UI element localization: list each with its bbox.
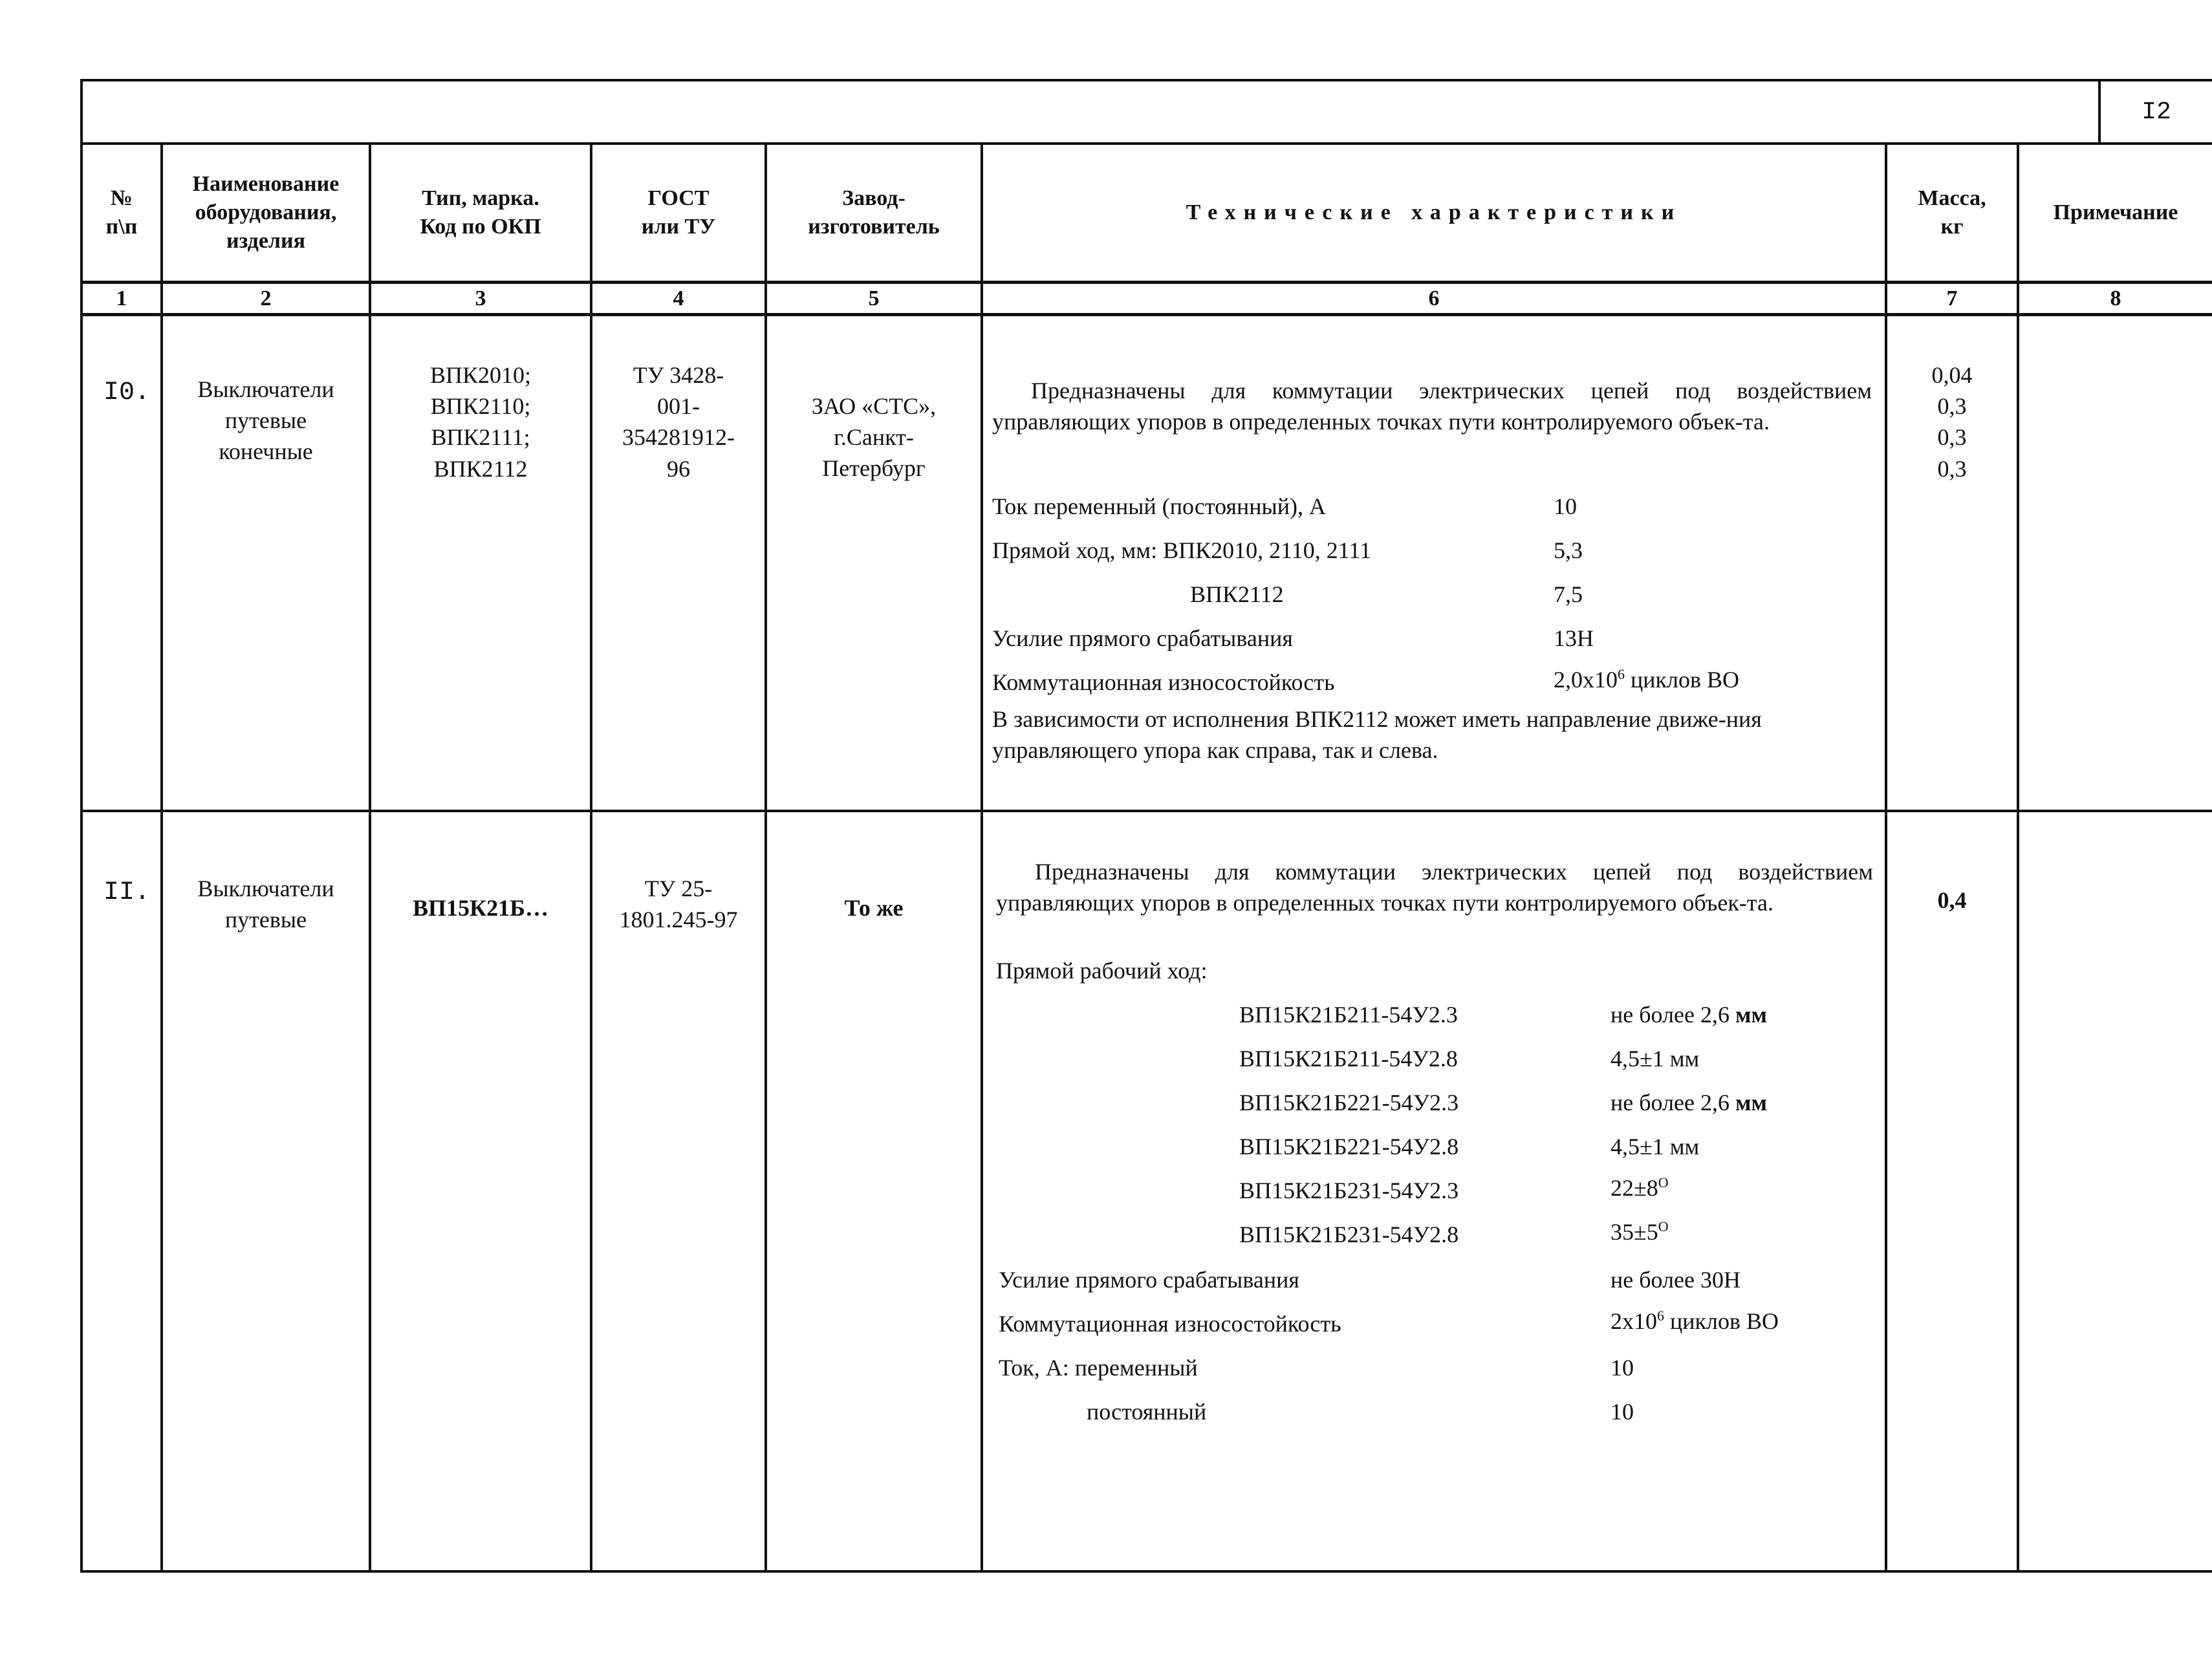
header-specs: Технические характеристики — [1186, 200, 1682, 224]
spec-label: Ток переменный (постоянный), А — [992, 493, 1326, 519]
model-label: ВП15К21Б231-54У2.8 — [1239, 1222, 1459, 1247]
col-number: 6 — [1428, 286, 1440, 310]
spec-label: Прямой ход, мм: ВПК2010, 2110, 2111 — [992, 537, 1372, 563]
equipment-type: ВП15К21Б… — [413, 895, 548, 921]
travel-value — [1610, 1001, 1767, 1028]
model-label: ВП15К21Б211-54У2.8 — [1239, 1046, 1458, 1072]
col-divider-3 — [590, 142, 592, 1573]
spec-value — [1610, 1308, 1779, 1335]
col-divider-5 — [981, 142, 983, 1573]
model-label: ВП15К21Б221-54У2.8 — [1239, 1134, 1459, 1159]
col-number: 3 — [475, 286, 486, 310]
col-divider-2 — [369, 142, 371, 1573]
travel-tolerance: ±8 — [1634, 1175, 1658, 1201]
equipment-type: ВПК2010; ВПК2110; ВПК2111; ВПК2112 — [429, 362, 532, 482]
travel-value — [1610, 1089, 1767, 1116]
spec-value-main: 2,0х10 — [1554, 667, 1618, 693]
spec-value-unit: циклов ВО — [1625, 667, 1739, 693]
travel-value-text: 4,5 — [1610, 1046, 1640, 1072]
spec-value-exponent: 6 — [1657, 1308, 1664, 1324]
row-divider — [80, 810, 2212, 812]
spec-value: 10 — [1610, 1399, 1634, 1425]
travel-value-unit: мм — [1735, 1090, 1768, 1116]
travel-tolerance: ±1 — [1640, 1134, 1664, 1159]
col-divider-4 — [764, 142, 767, 1573]
spec-value: 10 — [1554, 493, 1577, 519]
model-label: ВП15К21Б211-54У2.3 — [1239, 1002, 1458, 1028]
spec-value: 10 — [1610, 1355, 1634, 1381]
col-divider-7 — [2017, 142, 2019, 1573]
travel-value-text: не более 2,6 — [1610, 1090, 1736, 1116]
spec-label: Коммутационная износостойкость — [992, 669, 1335, 695]
page-number: I2 — [2098, 79, 2212, 145]
equipment-name: Выключатели путевые — [197, 876, 334, 933]
header-name: Наименование оборудования, изделия — [192, 171, 340, 253]
travel-value-unit: мм — [1735, 1002, 1768, 1028]
header-gost: ГОСТ или ТУ — [641, 186, 716, 239]
col-number: 7 — [1946, 286, 1958, 310]
model-label: ВП15К21Б221-54У2.3 — [1239, 1090, 1459, 1116]
travel-value-text: 4,5 — [1610, 1134, 1640, 1159]
equipment-maker: То же — [844, 895, 904, 921]
degree-mark: O — [1658, 1218, 1669, 1234]
col-number: 4 — [673, 286, 684, 310]
description: Предназначены для коммутации электрических цепей под воздействием управляющих упоров в определенных точках пути контролируемого объек-та. — [996, 859, 1873, 916]
spec-value: 7,5 — [1554, 581, 1583, 607]
spec-label: Усилие прямого срабатывания — [999, 1267, 1299, 1293]
equipment-name: Выключатели путевые конечные — [197, 376, 334, 465]
travel-value-unit: мм — [1664, 1046, 1700, 1072]
spec-label: ВПК2112 — [1190, 581, 1284, 607]
spec-value-unit: циклов ВО — [1664, 1308, 1779, 1334]
header-note: Примечание — [2053, 200, 2178, 224]
spec-value: 5,3 — [1554, 537, 1583, 563]
travel-value-text: 22 — [1610, 1175, 1634, 1201]
spec-value: 13Н — [1554, 625, 1594, 651]
spec-value: не более 30Н — [1610, 1267, 1741, 1293]
row-number: II. — [103, 878, 151, 907]
travel-heading: Прямой рабочий ход: — [996, 958, 1208, 984]
col-number: 5 — [868, 286, 880, 310]
equipment-mass: 0,04 0,3 0,3 0,3 — [1931, 362, 1973, 482]
col-divider-1 — [160, 142, 163, 1573]
spec-label: постоянный — [1087, 1399, 1207, 1425]
travel-value — [1610, 1218, 1669, 1245]
col-divider-6 — [1885, 142, 1887, 1573]
row-number: I0. — [103, 378, 151, 407]
spec-label: Ток, А: переменный — [999, 1355, 1198, 1381]
travel-tolerance: ±1 — [1640, 1046, 1664, 1072]
spec-value-main: 2х10 — [1610, 1308, 1657, 1334]
col-number: 1 — [116, 286, 127, 310]
col-number: 2 — [260, 286, 272, 310]
description: Предназначены для коммутации электрических цепей под воздействием управляющих упоров в определенных точках пути контролируемого объек-та. — [992, 378, 1872, 435]
equipment-gost: ТУ 25- 1801.245-97 — [619, 876, 738, 933]
travel-value — [1610, 1045, 1699, 1072]
equipment-mass: 0,4 — [1937, 887, 1967, 913]
equipment-gost: ТУ 3428- 001- 354281912- 96 — [622, 362, 735, 482]
travel-value-unit: мм — [1664, 1134, 1700, 1159]
travel-tolerance: ±5 — [1634, 1219, 1658, 1245]
spec-value-exponent: 6 — [1618, 666, 1625, 682]
travel-value — [1610, 1133, 1699, 1160]
travel-value — [1610, 1174, 1669, 1202]
spec-label: Усилие прямого срабатывания — [992, 625, 1293, 651]
spec-label: Коммутационная износостойкость — [999, 1311, 1341, 1337]
header-number: № п\п — [105, 186, 138, 239]
degree-mark: O — [1658, 1174, 1669, 1191]
travel-value-text: не более 2,6 — [1610, 1002, 1736, 1028]
spec-note: В зависимости от исполнения ВПК2112 может иметь направление движе-ния управляющего упора как справа, так и слева. — [992, 706, 1762, 764]
header-mass: Масса, кг — [1918, 186, 1986, 239]
header-maker: Завод- изготовитель — [808, 186, 940, 239]
col-number: 8 — [2110, 286, 2121, 310]
equipment-maker: ЗАО «СТС», г.Санкт- Петербург — [811, 393, 937, 482]
header-type: Тип, марка. Код по ОКП — [420, 186, 541, 239]
travel-value-text: 35 — [1610, 1219, 1634, 1245]
spec-value — [1554, 666, 1739, 693]
model-label: ВП15К21Б231-54У2.3 — [1239, 1178, 1459, 1203]
numbers-bottom-rule — [80, 313, 2212, 316]
